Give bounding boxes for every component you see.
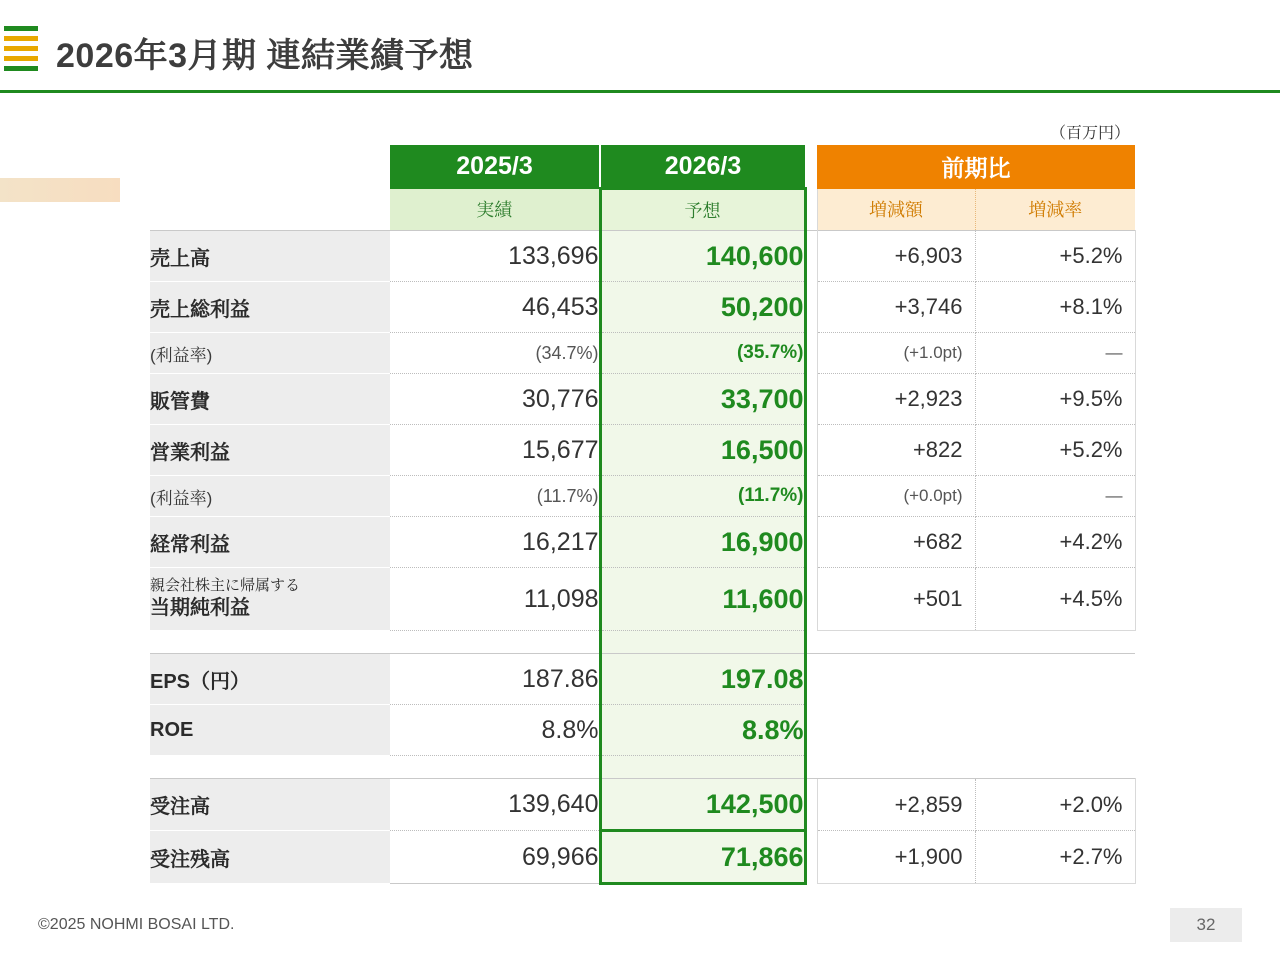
subheader-diff-rate: 増減率 xyxy=(975,189,1135,231)
spacer-cell xyxy=(805,756,817,779)
row-label: 売上総利益 xyxy=(150,282,390,333)
header-divider xyxy=(0,90,1280,93)
table-subheader-row xyxy=(150,189,1135,231)
slide-header xyxy=(0,0,1280,92)
row-diff-empty xyxy=(817,654,975,705)
row-spacer xyxy=(805,476,817,517)
row-rate: +2.0% xyxy=(975,779,1135,831)
subheader-forecast: 予想 xyxy=(600,189,805,231)
row-rate: +9.5% xyxy=(975,374,1135,425)
spacer-cell-forecast xyxy=(600,631,805,654)
row-diff: (+0.0pt) xyxy=(817,476,975,517)
table-row xyxy=(150,282,1135,333)
row-forecast: 11,600 xyxy=(600,568,805,631)
row-diff: +3,746 xyxy=(817,282,975,333)
row-spacer xyxy=(805,374,817,425)
row-spacer xyxy=(805,425,817,476)
table-row xyxy=(150,654,1135,705)
row-spacer xyxy=(805,568,817,631)
row-actual: 8.8% xyxy=(390,705,600,756)
row-diff: +822 xyxy=(817,425,975,476)
row-label-line1: 親会社株主に帰属する xyxy=(150,577,301,595)
row-rate-empty xyxy=(975,705,1135,756)
row-forecast: 50,200 xyxy=(600,282,805,333)
row-label: 売上高 xyxy=(150,231,390,282)
subheader-actual: 実績 xyxy=(390,189,600,231)
table-row xyxy=(150,779,1135,831)
row-rate: +5.2% xyxy=(975,231,1135,282)
financial-forecast-table xyxy=(150,145,1135,885)
column-header-prev-period: 2025/3 xyxy=(390,145,600,189)
row-label: 経常利益 xyxy=(150,517,390,568)
row-actual: (11.7%) xyxy=(390,476,600,517)
row-actual: 11,098 xyxy=(390,568,600,631)
row-label: (利益率) xyxy=(150,476,390,517)
row-actual: 69,966 xyxy=(390,831,600,884)
table-row xyxy=(150,517,1135,568)
row-label: 受注高 xyxy=(150,779,390,831)
row-forecast: (35.7%) xyxy=(600,333,805,374)
row-rate: +2.7% xyxy=(975,831,1135,884)
row-forecast: 8.8% xyxy=(600,705,805,756)
row-spacer xyxy=(805,517,817,568)
row-label-line2: 当期純利益 xyxy=(150,596,250,619)
decorative-band xyxy=(0,178,120,202)
row-rate: +4.5% xyxy=(975,568,1135,631)
row-forecast: 140,600 xyxy=(600,231,805,282)
row-label: ROE xyxy=(150,705,390,756)
table-row xyxy=(150,476,1135,517)
row-actual: 46,453 xyxy=(390,282,600,333)
header-spacer xyxy=(805,145,817,189)
row-spacer xyxy=(805,231,817,282)
row-diff-empty xyxy=(817,705,975,756)
unit-note: （百万円） xyxy=(1049,125,1130,142)
row-actual: (34.7%) xyxy=(390,333,600,374)
row-rate: — xyxy=(975,333,1135,374)
row-spacer xyxy=(805,705,817,756)
table-header-row xyxy=(150,145,1135,189)
subheader-diff-amount: 増減額 xyxy=(817,189,975,231)
row-diff: +501 xyxy=(817,568,975,631)
table-spacer-row xyxy=(150,756,1135,779)
row-actual: 15,677 xyxy=(390,425,600,476)
row-label: 受注残高 xyxy=(150,831,390,884)
table-row xyxy=(150,831,1135,884)
row-spacer xyxy=(805,333,817,374)
row-actual: 139,640 xyxy=(390,779,600,831)
row-label: (利益率) xyxy=(150,333,390,374)
spacer-cell xyxy=(150,756,390,779)
table-row xyxy=(150,568,1135,631)
row-diff: +1,900 xyxy=(817,831,975,884)
spacer-cell xyxy=(805,631,817,654)
spacer-cell xyxy=(150,631,390,654)
row-forecast: 71,866 xyxy=(600,831,805,884)
row-diff: +6,903 xyxy=(817,231,975,282)
spacer-cell-forecast xyxy=(600,756,805,779)
row-rate: +4.2% xyxy=(975,517,1135,568)
table-row xyxy=(150,425,1135,476)
row-rate: +5.2% xyxy=(975,425,1135,476)
row-label xyxy=(150,568,390,631)
subheader-corner-empty xyxy=(150,189,390,231)
page-title: 2026年3月期 連結業績予想 xyxy=(56,37,474,75)
row-diff: (+1.0pt) xyxy=(817,333,975,374)
row-actual: 187.86 xyxy=(390,654,600,705)
row-spacer xyxy=(805,654,817,705)
table-row xyxy=(150,333,1135,374)
row-diff: +2,923 xyxy=(817,374,975,425)
subheader-spacer xyxy=(805,189,817,231)
spacer-cell xyxy=(975,631,1135,654)
logo-mark-icon xyxy=(4,26,38,72)
row-rate: +8.1% xyxy=(975,282,1135,333)
row-forecast: 142,500 xyxy=(600,779,805,831)
row-rate-empty xyxy=(975,654,1135,705)
row-spacer xyxy=(805,282,817,333)
row-diff: +682 xyxy=(817,517,975,568)
spacer-cell xyxy=(817,756,975,779)
row-forecast: 197.08 xyxy=(600,654,805,705)
column-header-comparison: 前期比 xyxy=(817,145,1135,189)
row-label: EPS（円） xyxy=(150,654,390,705)
table-spacer-row xyxy=(150,631,1135,654)
row-forecast: 16,500 xyxy=(600,425,805,476)
row-forecast: (11.7%) xyxy=(600,476,805,517)
table-row xyxy=(150,374,1135,425)
row-actual: 133,696 xyxy=(390,231,600,282)
row-actual: 16,217 xyxy=(390,517,600,568)
row-label: 営業利益 xyxy=(150,425,390,476)
row-forecast: 16,900 xyxy=(600,517,805,568)
row-actual: 30,776 xyxy=(390,374,600,425)
table-row xyxy=(150,231,1135,282)
table-row xyxy=(150,705,1135,756)
spacer-cell xyxy=(975,756,1135,779)
row-forecast: 33,700 xyxy=(600,374,805,425)
page-number: 32 xyxy=(1170,908,1242,942)
spacer-cell xyxy=(390,631,600,654)
row-diff: +2,859 xyxy=(817,779,975,831)
column-header-curr-period: 2026/3 xyxy=(600,145,805,189)
header-corner-empty xyxy=(150,145,390,189)
row-spacer xyxy=(805,831,817,884)
row-spacer xyxy=(805,779,817,831)
spacer-cell xyxy=(817,631,975,654)
row-rate: — xyxy=(975,476,1135,517)
row-label: 販管費 xyxy=(150,374,390,425)
spacer-cell xyxy=(390,756,600,779)
copyright-text: ©2025 NOHMI BOSAI LTD. xyxy=(38,916,235,933)
